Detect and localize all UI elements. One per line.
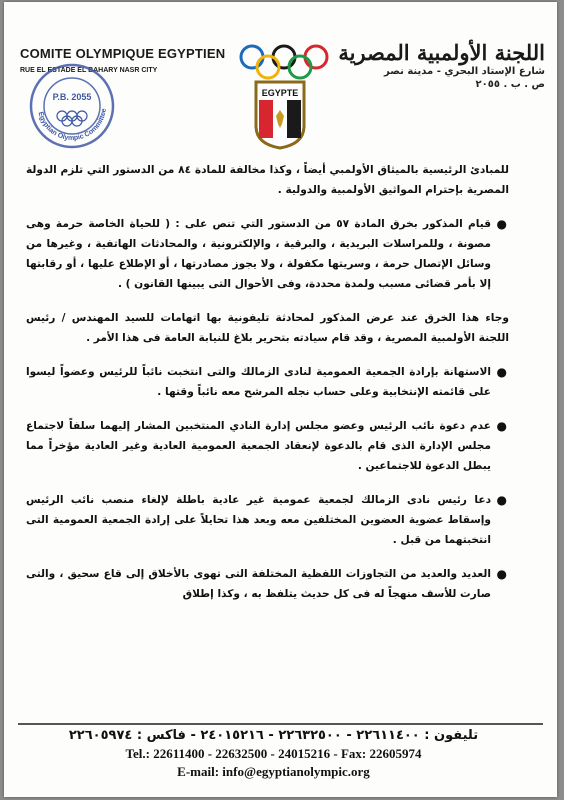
violations-list xyxy=(26,214,509,294)
bullet-icon: ● xyxy=(496,365,507,379)
olympic-rings-icon xyxy=(234,44,334,80)
letterhead-arabic xyxy=(335,40,545,90)
phone-call-paragraph: وجاء هذا الخرق عند عرض المذكور لمحادثة تليفونية بها اتهامات للسيد المهندس / رئيس اللجنة الأولمبية المصرية ، وقد قام سيادته بتحرير بلاغ للنيابة العامة فى هذا الأمر . xyxy=(26,312,509,344)
phones-arabic: تليفون : ٢٢٦١١٤٠٠ - ٢٢٦٣٢٥٠٠ - ٢٤٠١٥٢١٦ - فاكس : ٢٢٦٠٥٩٧٤ xyxy=(68,728,479,743)
po-box-arabic: ص . ب . ٢٠٥٥ xyxy=(475,79,545,91)
letter-body xyxy=(26,160,509,618)
egypt-shield xyxy=(254,80,306,150)
committee-stamp xyxy=(28,62,116,150)
list-item xyxy=(26,416,507,476)
list-item-text: دعا رئيس نادى الزمالك لجمعية عمومية غير عادية باطلة لإلغاء منصب نائب الرئيس وإسقاط عضوية العضوين المختلفين معه وبعد هذا تحايلاً على إرادة الجمعية العمومية التى انتخبتهما من قبل . xyxy=(26,494,491,546)
letter-page xyxy=(4,2,557,797)
bullet-icon: ● xyxy=(496,217,507,231)
footer-divider xyxy=(18,723,543,725)
bullet-icon: ● xyxy=(496,493,507,507)
bullet-icon: ● xyxy=(496,567,507,581)
address-english: RUE EL ESTADE EL BAHARY NASR CITY xyxy=(20,67,158,74)
list-item-text: عدم دعوة نائب الرئيس وعضو مجلس إدارة النادي المنتخبين المشار إليهما سلفاً لاجتماع مجلس الإدارة الذى قام بالدعوة لإنعقاد الجمعية العمومية العادية وغير العادية مؤخراً مما يبطل الدعوة للاجتماعين . xyxy=(26,420,491,472)
email-address: E-mail: info@egyptianolympic.org xyxy=(177,764,370,779)
phones-english: Tel.: 22611400 - 22632500 - 24015216 - Fax: 22605974 xyxy=(125,746,422,761)
stamp-ring-text: Egyptian Olympic Committee xyxy=(36,108,108,143)
shield-label: EGYPTE xyxy=(261,88,299,98)
list-item-text: العديد والعديد من التجاوزات اللفظية المختلفة التى تهوى بالأخلاق إلى قاع سحيق ، والتى صارت للأسف منهجاً له فى كل حديث يتلفظ به ، وكذا إطلاق xyxy=(26,568,491,600)
letter-footer xyxy=(16,728,531,780)
list-item-text: الاستهانة بإرادة الجمعية العمومية لنادى الزمالك والتى انتخبت نائباً للرئيس وعضواً ليسوا على قائمته الإنتخابية وعلى حساب نجله المرشح معه نائباً وقتها . xyxy=(26,366,491,398)
address-arabic: شارع الإستاد البحري - مدينة نصر xyxy=(384,66,545,78)
list-item-text: قيام المذكور بخرق المادة ٥٧ من الدستور التي تنص على : ( للحياة الخاصة حرمة وهى مصونة ، وللمراسلات البريدية ، والبرقية ، والإلكترونية ، والمحادثات الهاتفية ، وغيرها من وسائل الإتصال حرمة ، وسريتها مكفولة ، ولا يجوز مصادرتها ، أو الإطلاع عليها ، أو رقابتها إلا بأمر قضائى مسبب ولمدة محددة، وفى الأحوال التى يبينها القانون ) . xyxy=(26,218,492,290)
bullet-icon: ● xyxy=(496,419,507,433)
olympic-committee-logo xyxy=(234,44,334,98)
list-item xyxy=(26,490,507,550)
list-item xyxy=(26,564,507,604)
org-name-arabic: اللجنة الأولمبية المصرية xyxy=(338,40,545,65)
stamp-po-box: P.B. 2055 xyxy=(52,92,92,102)
stamp-seal-icon xyxy=(28,62,116,150)
intro-paragraph: للمبادئ الرئيسية بالميثاق الأولمبي أيضاً ، وكذا مخالفة للمادة ٨٤ من الدستور التي تلزم الدولة المصرية بإحترام المواثيق الأولمبية والدولية . xyxy=(26,164,509,196)
list-item xyxy=(26,214,507,294)
violations-list-continued xyxy=(26,362,509,604)
list-item xyxy=(26,362,507,402)
org-name-english: COMITE OLYMPIQUE EGYPTIEN xyxy=(20,46,226,61)
